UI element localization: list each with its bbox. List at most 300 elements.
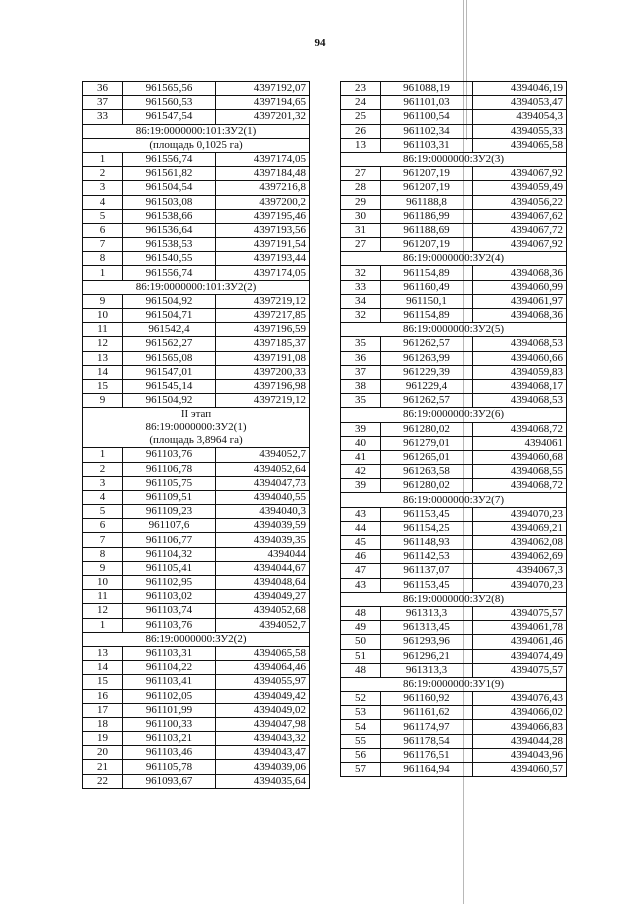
x-coordinate-cell: 961101,03 [381, 96, 473, 110]
point-number-cell: 3 [83, 181, 123, 195]
point-number-cell: 46 [341, 550, 381, 564]
x-coordinate-cell: 961103,21 [123, 732, 216, 746]
table-row [341, 663, 567, 677]
point-number-cell: 6 [83, 223, 123, 237]
point-number-cell: 23 [341, 82, 381, 96]
x-coordinate-cell: 961538,53 [123, 238, 216, 252]
table-row [341, 266, 567, 280]
y-coordinate-cell: 4394068,72 [473, 479, 567, 493]
section-title: 86:19:0000000:ЗУ2(2) [83, 632, 310, 646]
section-header-row [83, 280, 310, 294]
table-row [83, 576, 310, 590]
point-number-cell: 19 [83, 732, 123, 746]
point-number-cell: 7 [83, 238, 123, 252]
point-number-cell: 35 [341, 394, 381, 408]
section-title-block [83, 408, 310, 448]
table-row [341, 479, 567, 493]
point-number-cell: 13 [83, 351, 123, 365]
point-number-cell: 56 [341, 748, 381, 762]
table-row [341, 280, 567, 294]
y-coordinate-cell: 4397216,8 [216, 181, 310, 195]
section-header-row [341, 677, 567, 691]
x-coordinate-cell: 961207,19 [381, 238, 473, 252]
section-header-row [341, 252, 567, 266]
table-row [341, 138, 567, 152]
point-number-cell: 31 [341, 223, 381, 237]
table-row [83, 533, 310, 547]
table-row [341, 734, 567, 748]
point-number-cell: 35 [341, 337, 381, 351]
y-coordinate-cell: 4397196,59 [216, 323, 310, 337]
y-coordinate-cell: 4397191,08 [216, 351, 310, 365]
x-coordinate-cell: 961561,82 [123, 167, 216, 181]
x-coordinate-cell: 961263,58 [381, 465, 473, 479]
x-coordinate-cell: 961164,94 [381, 763, 473, 777]
point-number-cell: 11 [83, 323, 123, 337]
y-coordinate-cell: 4394068,36 [473, 309, 567, 323]
table-row [83, 394, 310, 408]
x-coordinate-cell: 961154,89 [381, 266, 473, 280]
x-coordinate-cell: 961103,76 [123, 618, 216, 632]
table-row [83, 618, 310, 632]
x-coordinate-cell: 961538,66 [123, 209, 216, 223]
x-coordinate-cell: 961280,02 [381, 422, 473, 436]
x-coordinate-cell: 961174,97 [381, 720, 473, 734]
y-coordinate-cell: 4394068,72 [473, 422, 567, 436]
y-coordinate-cell: 4397217,85 [216, 309, 310, 323]
table-row [341, 763, 567, 777]
point-number-cell: 52 [341, 692, 381, 706]
table-row [341, 507, 567, 521]
right-coordinates-table [340, 81, 567, 777]
table-row [83, 337, 310, 351]
y-coordinate-cell: 4397174,05 [216, 152, 310, 166]
x-coordinate-cell: 961102,05 [123, 689, 216, 703]
x-coordinate-cell: 961150,1 [381, 294, 473, 308]
y-coordinate-cell: 4394076,43 [473, 692, 567, 706]
point-number-cell: 15 [83, 379, 123, 393]
table-row [83, 590, 310, 604]
y-coordinate-cell: 4394044,28 [473, 734, 567, 748]
y-coordinate-cell: 4394069,21 [473, 521, 567, 535]
y-coordinate-cell: 4397193,56 [216, 223, 310, 237]
y-coordinate-cell: 4394067,3 [473, 564, 567, 578]
table-row [341, 82, 567, 96]
table-row [341, 294, 567, 308]
x-coordinate-cell: 961207,19 [381, 167, 473, 181]
table-row [83, 732, 310, 746]
point-number-cell: 2 [83, 462, 123, 476]
point-number-cell: 41 [341, 450, 381, 464]
section-title: (площадь 0,1025 га) [83, 138, 310, 152]
y-coordinate-cell: 4397200,33 [216, 365, 310, 379]
x-coordinate-cell: 961160,92 [381, 692, 473, 706]
point-number-cell: 39 [341, 479, 381, 493]
x-coordinate-cell: 961504,54 [123, 181, 216, 195]
point-number-cell: 28 [341, 181, 381, 195]
point-number-cell: 5 [83, 505, 123, 519]
table-row [341, 124, 567, 138]
y-coordinate-cell: 4397196,98 [216, 379, 310, 393]
y-coordinate-cell: 4397191,54 [216, 238, 310, 252]
point-number-cell: 36 [341, 351, 381, 365]
x-coordinate-cell: 961503,08 [123, 195, 216, 209]
table-row [83, 238, 310, 252]
point-number-cell: 4 [83, 490, 123, 504]
table-row [341, 564, 567, 578]
y-coordinate-cell: 4394067,72 [473, 223, 567, 237]
section-title-line: II этап [180, 408, 212, 421]
point-number-cell: 40 [341, 436, 381, 450]
x-coordinate-cell: 961103,76 [123, 448, 216, 462]
table-row [83, 209, 310, 223]
y-coordinate-cell: 4394061 [473, 436, 567, 450]
point-number-cell: 47 [341, 564, 381, 578]
y-coordinate-cell: 4394044 [216, 547, 310, 561]
section-title: 86:19:0000000:ЗУ2(6) [341, 408, 567, 422]
point-number-cell: 42 [341, 465, 381, 479]
y-coordinate-cell: 4394060,57 [473, 763, 567, 777]
table-row [83, 351, 310, 365]
table-row [83, 675, 310, 689]
table-row [83, 252, 310, 266]
x-coordinate-cell: 961556,74 [123, 266, 216, 280]
x-coordinate-cell: 961262,57 [381, 337, 473, 351]
table-row [83, 167, 310, 181]
point-number-cell: 9 [83, 294, 123, 308]
point-number-cell: 55 [341, 734, 381, 748]
table-row [341, 465, 567, 479]
x-coordinate-cell: 961109,23 [123, 505, 216, 519]
table-row [341, 209, 567, 223]
table-row [83, 309, 310, 323]
table-row [341, 238, 567, 252]
x-coordinate-cell: 961103,31 [123, 646, 216, 660]
table-row [341, 110, 567, 124]
left-coordinates-table-wrapper [82, 81, 309, 789]
y-coordinate-cell: 4394049,02 [216, 703, 310, 717]
table-row [341, 692, 567, 706]
point-number-cell: 50 [341, 635, 381, 649]
table-row [83, 646, 310, 660]
y-coordinate-cell: 4397200,2 [216, 195, 310, 209]
point-number-cell: 15 [83, 675, 123, 689]
table-row [83, 195, 310, 209]
table-row [341, 337, 567, 351]
table-row [341, 167, 567, 181]
x-coordinate-cell: 961313,45 [381, 621, 473, 635]
table-row [83, 379, 310, 393]
y-coordinate-cell: 4394047,73 [216, 476, 310, 490]
x-coordinate-cell: 961106,78 [123, 462, 216, 476]
y-coordinate-cell: 4394039,59 [216, 519, 310, 533]
x-coordinate-cell: 961313,3 [381, 606, 473, 620]
x-coordinate-cell: 961104,32 [123, 547, 216, 561]
y-coordinate-cell: 4394061,97 [473, 294, 567, 308]
y-coordinate-cell: 4397194,65 [216, 96, 310, 110]
y-coordinate-cell: 4394052,7 [216, 618, 310, 632]
section-title: 86:19:0000000:ЗУ2(5) [341, 323, 567, 337]
x-coordinate-cell: 961103,46 [123, 746, 216, 760]
y-coordinate-cell: 4394044,67 [216, 561, 310, 575]
x-coordinate-cell: 961154,25 [381, 521, 473, 535]
table-row [83, 294, 310, 308]
y-coordinate-cell: 4394064,46 [216, 661, 310, 675]
table-row [341, 309, 567, 323]
point-number-cell: 8 [83, 252, 123, 266]
y-coordinate-cell: 4394059,83 [473, 365, 567, 379]
y-coordinate-cell: 4394040,3 [216, 505, 310, 519]
point-number-cell: 49 [341, 621, 381, 635]
y-coordinate-cell: 4394043,47 [216, 746, 310, 760]
x-coordinate-cell: 961188,8 [381, 195, 473, 209]
point-number-cell: 5 [83, 209, 123, 223]
point-number-cell: 21 [83, 760, 123, 774]
point-number-cell: 9 [83, 561, 123, 575]
x-coordinate-cell: 961265,01 [381, 450, 473, 464]
table-row [341, 379, 567, 393]
y-coordinate-cell: 4394068,36 [473, 266, 567, 280]
point-number-cell: 57 [341, 763, 381, 777]
x-coordinate-cell: 961279,01 [381, 436, 473, 450]
point-number-cell: 13 [83, 646, 123, 660]
table-row [341, 748, 567, 762]
point-number-cell: 51 [341, 649, 381, 663]
x-coordinate-cell: 961262,57 [381, 394, 473, 408]
x-coordinate-cell: 961109,51 [123, 490, 216, 504]
x-coordinate-cell: 961105,75 [123, 476, 216, 490]
point-number-cell: 10 [83, 576, 123, 590]
section-title: 86:19:0000000:ЗУ2(3) [341, 152, 567, 166]
y-coordinate-cell: 4394065,58 [216, 646, 310, 660]
table-row [341, 422, 567, 436]
x-coordinate-cell: 961106,77 [123, 533, 216, 547]
table-row [83, 82, 310, 96]
point-number-cell: 37 [83, 96, 123, 110]
x-coordinate-cell: 961100,33 [123, 717, 216, 731]
point-number-cell: 1 [83, 266, 123, 280]
y-coordinate-cell: 4394067,92 [473, 167, 567, 181]
x-coordinate-cell: 961293,96 [381, 635, 473, 649]
x-coordinate-cell: 961556,74 [123, 152, 216, 166]
table-row [341, 621, 567, 635]
point-number-cell: 38 [341, 379, 381, 393]
y-coordinate-cell: 4394075,57 [473, 606, 567, 620]
table-row [83, 561, 310, 575]
section-header-row [83, 138, 310, 152]
table-row [83, 96, 310, 110]
table-row [341, 365, 567, 379]
section-header-row [341, 323, 567, 337]
point-number-cell: 12 [83, 337, 123, 351]
x-coordinate-cell: 961540,55 [123, 252, 216, 266]
point-number-cell: 4 [83, 195, 123, 209]
y-coordinate-cell: 4394047,98 [216, 717, 310, 731]
table-row [341, 550, 567, 564]
table-row [83, 266, 310, 280]
y-coordinate-cell: 4394075,57 [473, 663, 567, 677]
x-coordinate-cell: 961178,54 [381, 734, 473, 748]
table-row [83, 519, 310, 533]
y-coordinate-cell: 4394068,53 [473, 337, 567, 351]
x-coordinate-cell: 961176,51 [381, 748, 473, 762]
y-coordinate-cell: 4394046,19 [473, 82, 567, 96]
table-row [341, 606, 567, 620]
point-number-cell: 11 [83, 590, 123, 604]
point-number-cell: 1 [83, 152, 123, 166]
point-number-cell: 24 [341, 96, 381, 110]
x-coordinate-cell: 961103,41 [123, 675, 216, 689]
x-coordinate-cell: 961160,49 [381, 280, 473, 294]
table-row [341, 394, 567, 408]
x-coordinate-cell: 961148,93 [381, 536, 473, 550]
point-number-cell: 7 [83, 533, 123, 547]
table-row [341, 635, 567, 649]
point-number-cell: 14 [83, 661, 123, 675]
x-coordinate-cell: 961547,01 [123, 365, 216, 379]
x-coordinate-cell: 961103,31 [381, 138, 473, 152]
x-coordinate-cell: 961504,71 [123, 309, 216, 323]
x-coordinate-cell: 961153,45 [381, 578, 473, 592]
point-number-cell: 36 [83, 82, 123, 96]
x-coordinate-cell: 961142,53 [381, 550, 473, 564]
section-title: 86:19:0000000:ЗУ1(9) [341, 677, 567, 691]
point-number-cell: 43 [341, 507, 381, 521]
y-coordinate-cell: 4394061,78 [473, 621, 567, 635]
point-number-cell: 26 [341, 124, 381, 138]
table-row [341, 436, 567, 450]
y-coordinate-cell: 4397184,48 [216, 167, 310, 181]
section-title: 86:19:0000000:ЗУ2(7) [341, 493, 567, 507]
x-coordinate-cell: 961536,64 [123, 223, 216, 237]
y-coordinate-cell: 4394043,32 [216, 732, 310, 746]
y-coordinate-cell: 4397192,07 [216, 82, 310, 96]
section-title: 86:19:0000000:ЗУ2(8) [341, 592, 567, 606]
x-coordinate-cell: 961547,54 [123, 110, 216, 124]
section-header-row [83, 124, 310, 138]
y-coordinate-cell: 4394066,02 [473, 706, 567, 720]
point-number-cell: 32 [341, 266, 381, 280]
point-number-cell: 27 [341, 167, 381, 181]
point-number-cell: 25 [341, 110, 381, 124]
point-number-cell: 32 [341, 309, 381, 323]
x-coordinate-cell: 961229,39 [381, 365, 473, 379]
point-number-cell: 8 [83, 547, 123, 561]
table-row [83, 223, 310, 237]
table-row [341, 96, 567, 110]
y-coordinate-cell: 4394054,3 [473, 110, 567, 124]
x-coordinate-cell: 961545,14 [123, 379, 216, 393]
point-number-cell: 2 [83, 167, 123, 181]
y-coordinate-cell: 4394070,23 [473, 578, 567, 592]
section-title-line: (площадь 3,8964 га) [149, 434, 243, 447]
point-number-cell: 53 [341, 706, 381, 720]
table-row [83, 604, 310, 618]
y-coordinate-cell: 4394035,64 [216, 774, 310, 788]
point-number-cell: 48 [341, 663, 381, 677]
point-number-cell: 44 [341, 521, 381, 535]
y-coordinate-cell: 4394055,97 [216, 675, 310, 689]
point-number-cell: 1 [83, 448, 123, 462]
point-number-cell: 33 [341, 280, 381, 294]
x-coordinate-cell: 961137,07 [381, 564, 473, 578]
section-title: 86:19:0000000:ЗУ2(4) [341, 252, 567, 266]
table-row [83, 746, 310, 760]
y-coordinate-cell: 4394055,33 [473, 124, 567, 138]
y-coordinate-cell: 4394062,69 [473, 550, 567, 564]
x-coordinate-cell: 961102,34 [381, 124, 473, 138]
table-row [83, 547, 310, 561]
section-title-line: 86:19:0000000:ЗУ2(1) [145, 421, 247, 434]
point-number-cell: 10 [83, 309, 123, 323]
right-coordinates-table-wrapper [340, 81, 566, 777]
table-row [83, 774, 310, 788]
x-coordinate-cell: 961560,53 [123, 96, 216, 110]
y-coordinate-cell: 4394040,55 [216, 490, 310, 504]
point-number-cell: 39 [341, 422, 381, 436]
point-number-cell: 9 [83, 394, 123, 408]
table-row [83, 703, 310, 717]
section-header-row [83, 632, 310, 646]
table-row [341, 450, 567, 464]
y-coordinate-cell: 4397219,12 [216, 294, 310, 308]
y-coordinate-cell: 4394066,83 [473, 720, 567, 734]
y-coordinate-cell: 4397185,37 [216, 337, 310, 351]
table-row [83, 448, 310, 462]
point-number-cell: 16 [83, 689, 123, 703]
point-number-cell: 54 [341, 720, 381, 734]
x-coordinate-cell: 961207,19 [381, 181, 473, 195]
y-coordinate-cell: 4394068,55 [473, 465, 567, 479]
section-title: 86:19:0000000:101:ЗУ2(2) [83, 280, 310, 294]
x-coordinate-cell: 961565,08 [123, 351, 216, 365]
x-coordinate-cell: 961105,41 [123, 561, 216, 575]
x-coordinate-cell: 961186,99 [381, 209, 473, 223]
section-header-row [341, 152, 567, 166]
table-row [341, 521, 567, 535]
table-row [83, 717, 310, 731]
table-row [83, 152, 310, 166]
point-number-cell: 6 [83, 519, 123, 533]
y-coordinate-cell: 4394052,7 [216, 448, 310, 462]
x-coordinate-cell: 961542,4 [123, 323, 216, 337]
section-header-row [341, 493, 567, 507]
point-number-cell: 33 [83, 110, 123, 124]
y-coordinate-cell: 4394067,62 [473, 209, 567, 223]
point-number-cell: 17 [83, 703, 123, 717]
table-row [83, 323, 310, 337]
section-header-row [341, 408, 567, 422]
x-coordinate-cell: 961296,21 [381, 649, 473, 663]
section-header-row [341, 592, 567, 606]
y-coordinate-cell: 4394074,49 [473, 649, 567, 663]
x-coordinate-cell: 961188,69 [381, 223, 473, 237]
table-row [341, 720, 567, 734]
table-row [83, 181, 310, 195]
x-coordinate-cell: 961153,45 [381, 507, 473, 521]
point-number-cell: 18 [83, 717, 123, 731]
point-number-cell: 12 [83, 604, 123, 618]
y-coordinate-cell: 4394043,96 [473, 748, 567, 762]
x-coordinate-cell: 961088,19 [381, 82, 473, 96]
table-row [341, 223, 567, 237]
table-row [83, 476, 310, 490]
table-row [83, 760, 310, 774]
y-coordinate-cell: 4394052,64 [216, 462, 310, 476]
table-row [341, 351, 567, 365]
y-coordinate-cell: 4394060,66 [473, 351, 567, 365]
y-coordinate-cell: 4394070,23 [473, 507, 567, 521]
